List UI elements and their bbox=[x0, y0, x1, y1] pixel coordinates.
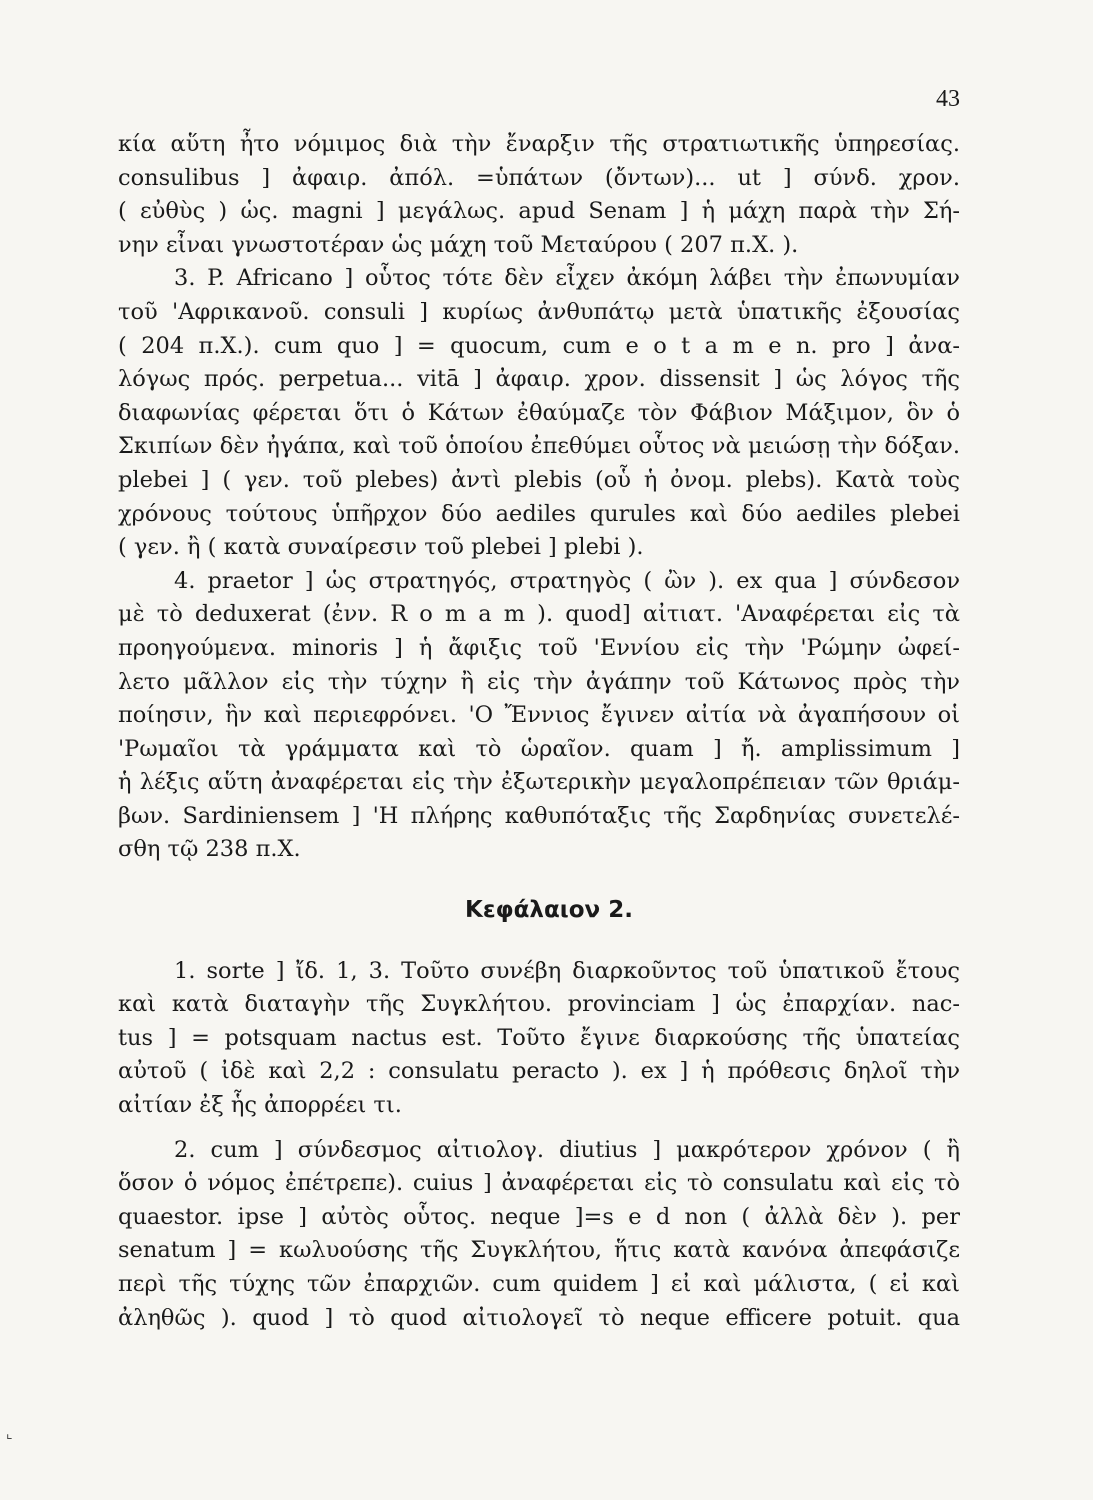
commentary-text bbox=[118, 128, 960, 1335]
text-line: ἀληθῶς ). quod ] τὸ quod αἰτιολογεῖ τὸ neque efficere potuit. qua bbox=[118, 1304, 960, 1331]
text-line: 2. cum ] σύνδεσμος αἰτιολογ. diutius ] μακρότερον χρόνον ( ἢ bbox=[174, 1136, 960, 1163]
paragraph-note-3 bbox=[118, 262, 960, 564]
text-line: λόγως πρός. perpetua... vitā ] ἀφαιρ. χρον. dissensit ] ὡς λόγος τῆς bbox=[118, 366, 960, 393]
text-line: διαφωνίας φέρεται ὅτι ὁ Κάτων ἐθαύμαζε τὸν Φάβιον Μάξιμον, ὃν ὁ bbox=[118, 399, 960, 426]
text-line: καὶ κατὰ διαταγὴν τῆς Συγκλήτου. provinciam ] ὡς ἐπαρχίαν. nac- bbox=[118, 991, 960, 1018]
text-line: περὶ τῆς τύχης τῶν ἐπαρχιῶν. cum quidem ] εἰ καὶ μάλιστα, ( εἰ καὶ bbox=[118, 1271, 960, 1297]
text-line: αἰτίαν ἐξ ἧς ἀπορρέει τι. bbox=[118, 1092, 402, 1119]
text-line: 4. praetor ] ὡς στρατηγός, στρατηγὸς ( ὢν ). ex qua ] σύνδεσον bbox=[174, 567, 960, 594]
text-line: σθη τῷ 238 π.Χ. bbox=[118, 836, 301, 863]
text-line: ἡ λέξις αὕτη ἀναφέρεται εἰς τὴν ἐξωτερικὴν μεγαλοπρέπειαν τῶν θριάμ- bbox=[118, 769, 960, 796]
text-line: χρόνους τούτους ὑπῆρχον δύο aediles qurules καὶ δύο aediles plebei bbox=[118, 500, 960, 527]
text-line: tus ] = potsquam nactus est. Τοῦτο ἔγινε διαρκούσης τῆς ὑπατείας bbox=[118, 1024, 960, 1051]
chapter-heading: Κεφάλαιον 2. bbox=[465, 897, 633, 924]
text-line: plebei ] ( γεν. τοῦ plebes) ἀντὶ plebis (οὗ ἡ ὀνομ. plebs). Κατὰ τοὺς bbox=[118, 466, 960, 493]
text-line: κία αὕτη ἦτο νόμιμος διὰ τὴν ἔναρξιν τῆς στρατιωτικῆς ὑπηρεσίας. bbox=[118, 131, 960, 157]
paragraph-note-4 bbox=[118, 565, 960, 867]
text-line: Σκιπίων δὲν ἠγάπα, καὶ τοῦ ὁποίου ἐπεθύμει οὗτος νὰ μειώσῃ τὴν δόξαν. bbox=[118, 433, 960, 460]
text-line: προηγούμενα. minoris ] ἡ ἄφιξις τοῦ 'Εννίου εἰς τὴν 'Ρώμην ὠφεί- bbox=[118, 634, 960, 661]
text-line: 3. P. Africano ] οὗτος τότε δὲν εἶχεν ἀκόμη λάβει τὴν ἐπωνυμίαν bbox=[174, 265, 960, 292]
page-number: 43 bbox=[936, 86, 960, 112]
text-line: νην εἶναι γνωστοτέραν ὡς μάχη τοῦ Μεταύρου ( 207 π.Χ. ). bbox=[118, 231, 799, 258]
text-line: αὐτοῦ ( ἰδὲ καὶ 2,2 : consulatu peracto ). ex ] ἡ πρόθεσις δηλοῖ τὴν bbox=[118, 1058, 960, 1085]
text-line: ( γεν. ἢ ( κατὰ συναίρεσιν τοῦ plebei ] plebi ). bbox=[118, 534, 644, 561]
text-line: 'Ρωμαῖοι τὰ γράμματα καὶ τὸ ὡραῖον. quam ] ἤ. amplissimum ] bbox=[118, 735, 960, 762]
text-line: βων. Sardiniensem ] 'Η πλήρης καθυπόταξις τῆς Σαρδηνίας συνετελέ- bbox=[118, 802, 960, 829]
text-line: τοῦ 'Αφρικανοῦ. consuli ] κυρίως ἀνθυπάτῳ μετὰ ὑπατικῆς ἐξουσίας bbox=[118, 298, 960, 325]
text-line: ( 204 π.Χ.). cum quo ] = quocum, cum e o t a m e n. pro ] ἀνα- bbox=[118, 332, 960, 359]
paragraph-chapter-note-2 bbox=[118, 1134, 960, 1336]
text-line: consulibus ] ἀφαιρ. ἀπόλ. =ὑπάτων (ὄντων)... ut ] σύνδ. χρον. bbox=[118, 164, 960, 191]
paragraph-continuation bbox=[118, 128, 960, 262]
text-line: λετο μᾶλλον εἰς τὴν τύχην ἢ εἰς τὴν ἀγάπην τοῦ Κάτωνος πρὸς τὴν bbox=[118, 668, 960, 695]
paragraph-chapter-note-1 bbox=[118, 955, 960, 1123]
text-line: 1. sorte ] ἴδ. 1, 3. Τοῦτο συνέβη διαρκοῦντος τοῦ ὑπατικοῦ ἔτους bbox=[174, 957, 960, 984]
text-line: ὅσον ὁ νόμος ἐπέτρεπε). cuius ] ἀναφέρεται εἰς τὸ consulatu καὶ εἰς τὸ bbox=[118, 1170, 960, 1197]
paragraph-gap bbox=[118, 1123, 960, 1134]
text-line: senatum ] = κωλυούσης τῆς Συγκλήτου, ἥτις κατὰ κανόνα ἀπεφάσιζε bbox=[118, 1237, 960, 1264]
margin-mark-icon: ⌞ bbox=[6, 1426, 13, 1442]
text-line: μὲ τὸ deduxerat (ἐνν. R o m a m ). quod] αἰτιατ. 'Αναφέρεται εἰς τὰ bbox=[118, 601, 960, 628]
text-line: ( εὐθὺς ) ὡς. magni ] μεγάλως. apud Senam ] ἡ μάχη παρὰ τὴν Σή- bbox=[118, 198, 960, 225]
text-line: ποίησιν, ἣν καὶ περιεφρόνει. 'Ο Ἔννιος ἔγινεν αἰτία νὰ ἀγαπήσουν οἱ bbox=[118, 702, 960, 729]
text-line: quaestor. ipse ] αὐτὸς οὗτος. neque ]=s e d non ( ἀλλὰ δὲν ). per bbox=[118, 1203, 960, 1230]
